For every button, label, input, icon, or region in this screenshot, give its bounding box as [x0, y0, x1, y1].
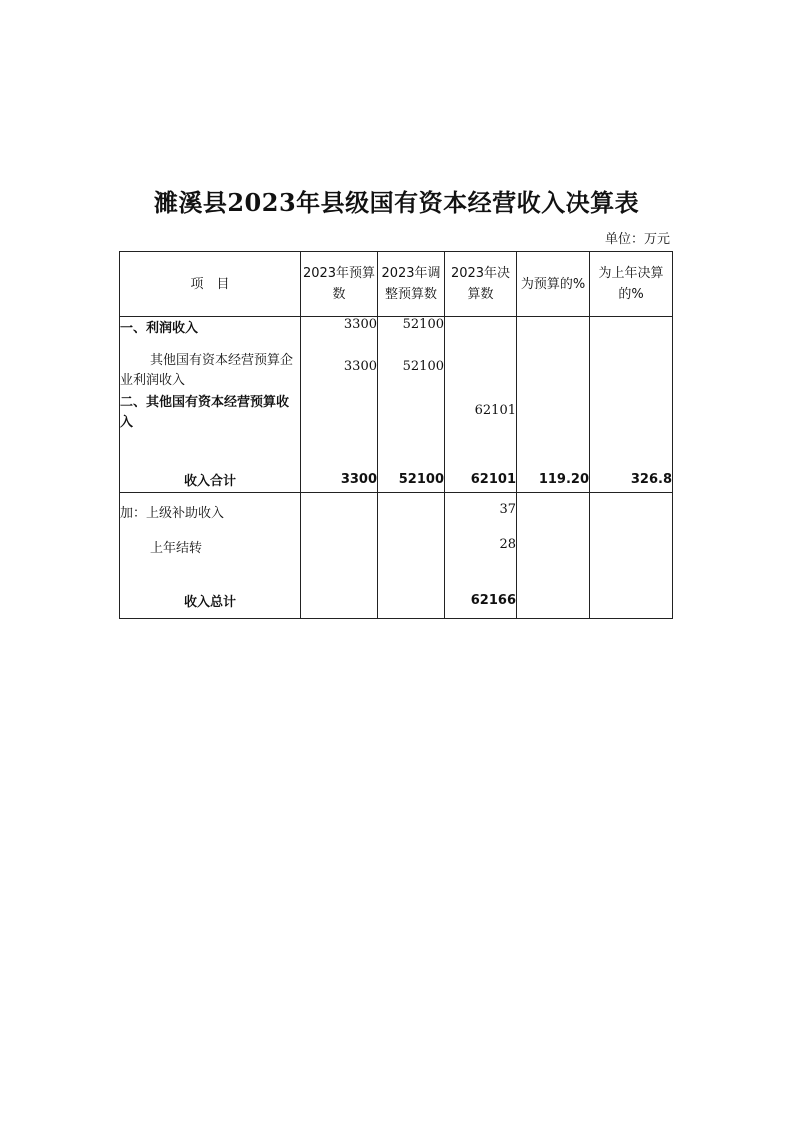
header-pct-last-year: 为上年决算的%	[590, 252, 673, 317]
row-budget	[301, 529, 378, 583]
row-budget	[301, 583, 378, 619]
table-row	[120, 529, 673, 583]
row-item: 其他国有资本经营预算企业利润收入	[120, 347, 301, 391]
header-adjusted: 2023年调整预算数	[378, 252, 445, 317]
row-item: 一、利润收入	[120, 317, 301, 347]
page-title: 濉溪县2023年县级国有资本经营收入决算表	[153, 188, 640, 217]
unit-label: 单位：万元	[604, 232, 670, 247]
header-final: 2023年决算数	[445, 252, 517, 317]
table-row-total	[120, 583, 673, 619]
row-pct-last-year	[590, 347, 673, 391]
revenue-table	[119, 251, 673, 619]
header-pct-budget: 为预算的%	[517, 252, 590, 317]
row-pct-last-year	[590, 529, 673, 583]
row-final	[445, 347, 517, 391]
row-pct-budget	[517, 529, 590, 583]
table-row	[120, 347, 673, 391]
row-budget: 3300	[301, 317, 378, 347]
table-header-row	[120, 252, 673, 317]
row-adjusted	[378, 583, 445, 619]
row-item: 二、其他国有资本经营预算收入	[120, 391, 301, 467]
row-item: 加：上级补助收入	[120, 493, 301, 529]
row-final: 62101	[445, 391, 517, 467]
row-pct-budget: 119.20	[517, 467, 590, 493]
row-pct-budget	[517, 493, 590, 529]
table-row	[120, 317, 673, 347]
row-pct-last-year	[590, 317, 673, 347]
row-item: 上年结转	[120, 529, 301, 583]
row-final: 37	[445, 493, 517, 529]
row-adjusted	[378, 493, 445, 529]
row-pct-budget	[517, 317, 590, 347]
table-row	[120, 391, 673, 467]
row-pct-last-year: 326.8	[590, 467, 673, 493]
row-adjusted	[378, 529, 445, 583]
row-pct-last-year	[590, 493, 673, 529]
row-final	[445, 317, 517, 347]
row-adjusted: 52100	[378, 317, 445, 347]
table-row-subtotal	[120, 467, 673, 493]
row-item: 收入总计	[120, 583, 301, 619]
row-pct-last-year	[590, 583, 673, 619]
row-adjusted: 52100	[378, 347, 445, 391]
row-final: 28	[445, 529, 517, 583]
row-final: 62101	[445, 467, 517, 493]
row-item: 收入合计	[120, 467, 301, 493]
row-budget: 3300	[301, 347, 378, 391]
header-item: 项 目	[120, 252, 301, 317]
row-budget: 3300	[301, 467, 378, 493]
row-pct-budget	[517, 347, 590, 391]
row-pct-budget	[517, 583, 590, 619]
row-adjusted	[378, 391, 445, 467]
row-budget	[301, 391, 378, 467]
header-budget: 2023年预算数	[301, 252, 378, 317]
table-row	[120, 493, 673, 529]
row-adjusted: 52100	[378, 467, 445, 493]
row-pct-last-year	[590, 391, 673, 467]
row-final: 62166	[445, 583, 517, 619]
row-pct-budget	[517, 391, 590, 467]
row-budget	[301, 493, 378, 529]
